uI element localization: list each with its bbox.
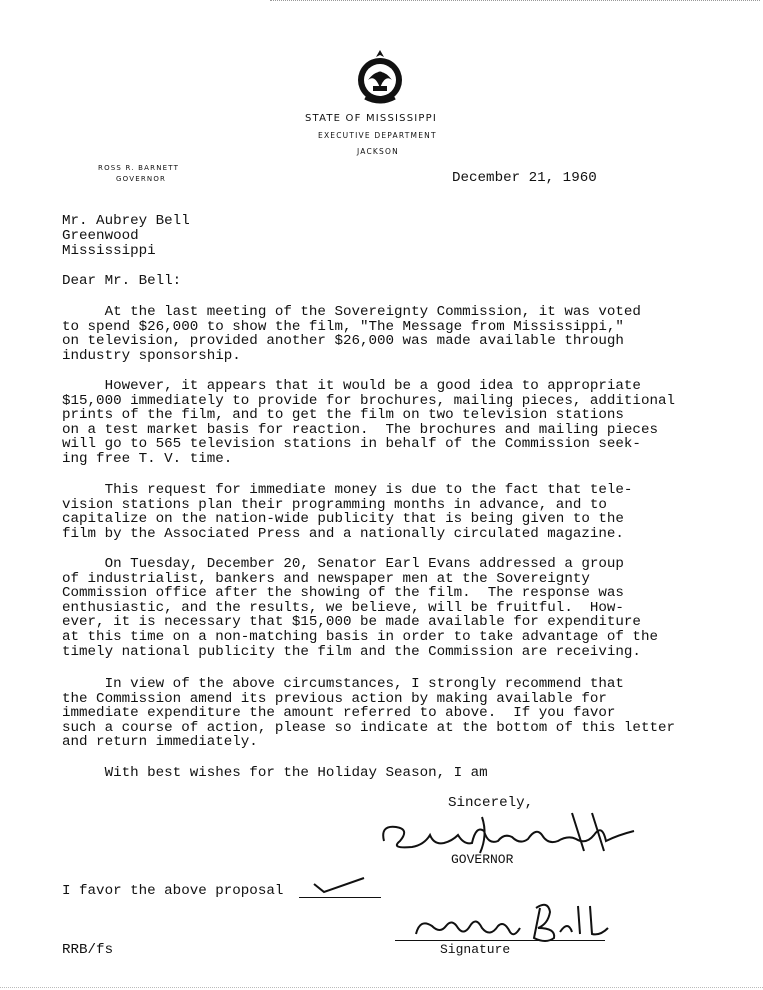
paragraph-line: on television, provided another $26,000 was made available through bbox=[62, 333, 624, 350]
signer-title: GOVERNOR bbox=[451, 852, 514, 867]
signature-label: Signature bbox=[440, 942, 511, 957]
letterhead-city: JACKSON bbox=[357, 147, 399, 156]
paragraph-line: enthusiastic, and the results, we believe, will be fruitful. How- bbox=[62, 599, 624, 616]
paragraph-line: However, it appears that it would be a good idea to appropriate bbox=[62, 378, 641, 394]
signature-line bbox=[395, 940, 605, 941]
paragraph-line: and return immediately. bbox=[62, 734, 258, 751]
paragraph-line: at this time on a non-matching basis in order to take advantage of the bbox=[62, 628, 658, 645]
paragraph-3 bbox=[62, 483, 722, 541]
governor-title: GOVERNOR bbox=[116, 175, 167, 183]
letterhead-state: STATE OF MISSISSIPPI bbox=[305, 113, 438, 124]
paragraph-line: to spend $26,000 to show the film, "The Message from Mississippi," bbox=[62, 318, 624, 335]
paragraph-line: the Commission amend its previous action by making available for bbox=[62, 690, 607, 707]
letterhead-department: EXECUTIVE DEPARTMENT bbox=[318, 131, 437, 140]
paragraph-line: film by the Associated Press and a nationally circulated magazine. bbox=[62, 525, 624, 542]
paragraph-4 bbox=[62, 557, 722, 659]
paragraph-line: ever, it is necessary that $15,000 be made available for expenditure bbox=[62, 614, 641, 631]
paragraph-line: on a test market basis for reaction. The brochures and mailing pieces bbox=[62, 421, 658, 438]
paragraph-line: vision stations plan their programming months in advance, and to bbox=[62, 496, 607, 513]
paragraph-line: This request for immediate money is due to the fact that tele- bbox=[62, 482, 633, 498]
paragraph-line: ing free T. V. time. bbox=[62, 450, 233, 467]
paragraph-line: Commission office after the showing of the film. The response was bbox=[62, 585, 624, 602]
paragraph-line: At the last meeting of the Sovereignty Commission, it was voted bbox=[62, 304, 641, 320]
approval-check-mark bbox=[310, 874, 370, 896]
closing: Sincerely, bbox=[448, 795, 534, 811]
state-seal-icon bbox=[355, 48, 405, 106]
bottom-edge-dots bbox=[0, 987, 763, 988]
top-edge-dots bbox=[270, 0, 760, 1]
paragraph-line: of industrialist, bankers and newspaper men at the Sovereignty bbox=[62, 570, 590, 587]
paragraph-line: prints of the film, and to get the film on two television stations bbox=[62, 407, 624, 424]
paragraph-line: will go to 565 television stations in behalf of the Commission seek- bbox=[62, 436, 641, 453]
paragraph-line: such a course of action, please so indicate at the bottom of this letter bbox=[62, 719, 675, 736]
letter-date: December 21, 1960 bbox=[452, 170, 597, 186]
paragraph-line: $15,000 immediately to provide for brochures, mailing pieces, additional bbox=[62, 392, 675, 409]
paragraph-line: In view of the above circumstances, I strongly recommend that bbox=[62, 676, 624, 692]
paragraph-2 bbox=[62, 379, 722, 467]
paragraph-5 bbox=[62, 677, 722, 750]
initials: RRB/fs bbox=[62, 942, 114, 958]
recipient-name: Mr. Aubrey Bell bbox=[62, 213, 190, 229]
salutation: Dear Mr. Bell: bbox=[62, 273, 182, 289]
paragraph-line: immediate expenditure the amount referred to above. If you favor bbox=[62, 705, 616, 722]
paragraph-line: timely national publicity the film and the Commission are receiving. bbox=[62, 643, 641, 660]
paragraph-line: On Tuesday, December 20, Senator Earl Evans addressed a group bbox=[62, 556, 624, 572]
closing-wishes: With best wishes for the Holiday Season, I am bbox=[62, 765, 488, 781]
approval-line bbox=[299, 897, 381, 898]
paragraph-1 bbox=[62, 305, 722, 363]
approval-label: I favor the above proposal bbox=[62, 883, 284, 899]
governor-name: ROSS R. BARNETT bbox=[98, 164, 180, 172]
paragraph-line: industry sponsorship. bbox=[62, 347, 241, 364]
recipient-city: Greenwood bbox=[62, 228, 139, 244]
paragraph-line: capitalize on the nation-wide publicity that is being given to the bbox=[62, 511, 624, 528]
recipient-state: Mississippi bbox=[62, 243, 156, 259]
